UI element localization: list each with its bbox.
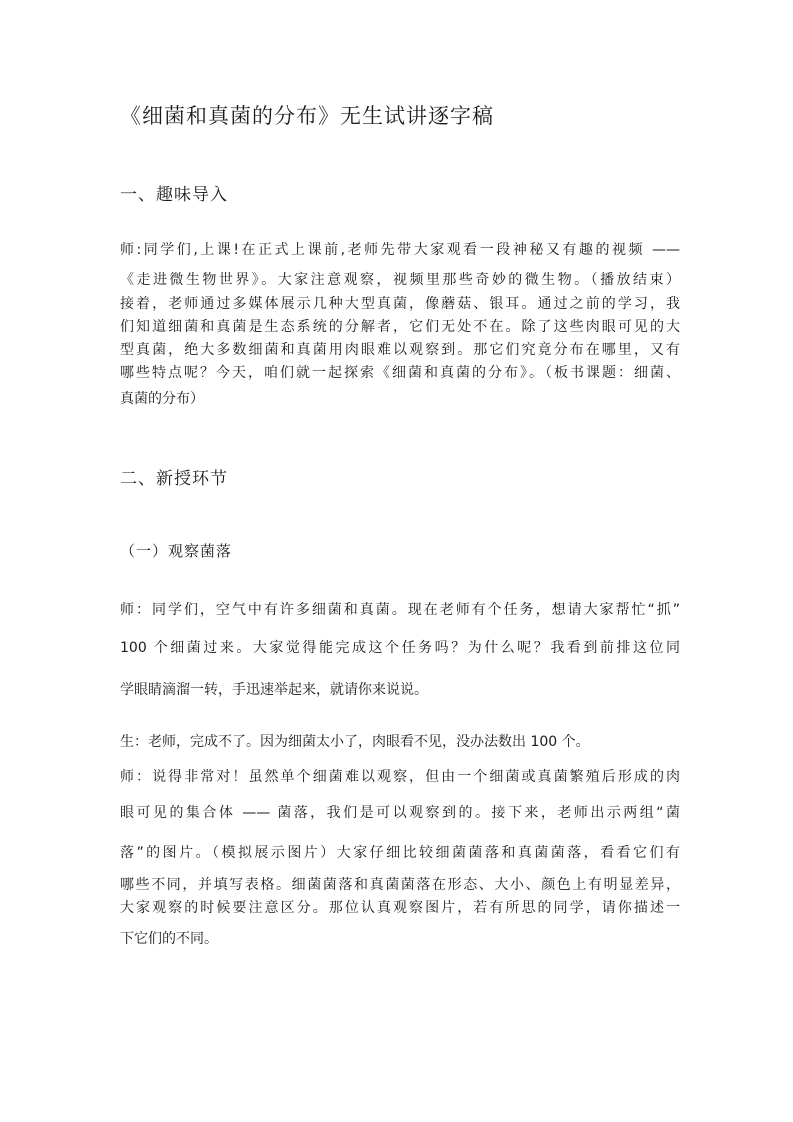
paragraph-line: 师:同学们,上课!在正式上课前,老师先带大家观看一段神秘又有趣的视频 —— bbox=[120, 242, 680, 258]
student-reply: 生：老师，完成不了。因为细菌太小了，肉眼看不见，没办法数出 100 个。 bbox=[120, 734, 590, 750]
document-title: 《细菌和真菌的分布》无生试讲逐字稿 bbox=[120, 104, 494, 128]
paragraph-line: 落”的图片。（模拟展示图片）大家仔细比较细菌菌落和真菌菌落，看看它们有 bbox=[120, 845, 680, 861]
section-heading-intro: 一、趣味导入 bbox=[120, 185, 228, 205]
paragraph-line: 型真菌，绝大多数细菌和真菌用肉眼难以观察到。那它们究竟分布在哪里，又有 bbox=[120, 342, 680, 358]
paragraph-line: 大家观察的时候要注意区分。那位认真观察图片，若有所思的同学，请你描述一 bbox=[120, 900, 680, 916]
paragraph-line: 100 个细菌过来。大家觉得能完成这个任务吗？为什么呢？我看到前排这位同 bbox=[120, 640, 680, 656]
paragraph-line: 眼可见的集合体 —— 菌落，我们是可以观察到的。接下来，老师出示两组“菌 bbox=[120, 805, 680, 821]
paragraph-line: 哪些特点呢？今天，咱们就一起探索《细菌和真菌的分布》。（板书课题：细菌、 bbox=[120, 365, 680, 381]
paragraph-line: 下它们的不同。 bbox=[120, 931, 218, 947]
paragraph-line: 真菌的分布） bbox=[120, 391, 204, 407]
paragraph-line: 们知道细菌和真菌是生态系统的分解者，它们无处不在。除了这些肉眼可见的大 bbox=[120, 319, 680, 335]
paragraph-line: 《走进微生物世界》。大家注意观察，视频里那些奇妙的微生物。（播放结束） bbox=[120, 272, 680, 288]
paragraph-line: 接着，老师通过多媒体展示几种大型真菌，像蘑菇、银耳。通过之前的学习，我 bbox=[120, 296, 680, 312]
paragraph-line: 哪些不同，并填写表格。细菌菌落和真菌菌落在形态、大小、颜色上有明显差异， bbox=[120, 877, 680, 893]
paragraph-line: 师：说得非常对！虽然单个细菌难以观察，但由一个细菌或真菌繁殖后形成的肉 bbox=[120, 769, 680, 785]
paragraph-line: 学眼睛滴溜一转，手迅速举起来，就请你来说说。 bbox=[120, 682, 428, 698]
section-heading-new-lesson: 二、新授环节 bbox=[120, 469, 228, 489]
paragraph-line: 师：同学们，空气中有许多细菌和真菌。现在老师有个任务，想请大家帮忙“抓” bbox=[120, 602, 680, 618]
subsection-heading-observe-colony: （一）观察菌落 bbox=[120, 542, 233, 560]
